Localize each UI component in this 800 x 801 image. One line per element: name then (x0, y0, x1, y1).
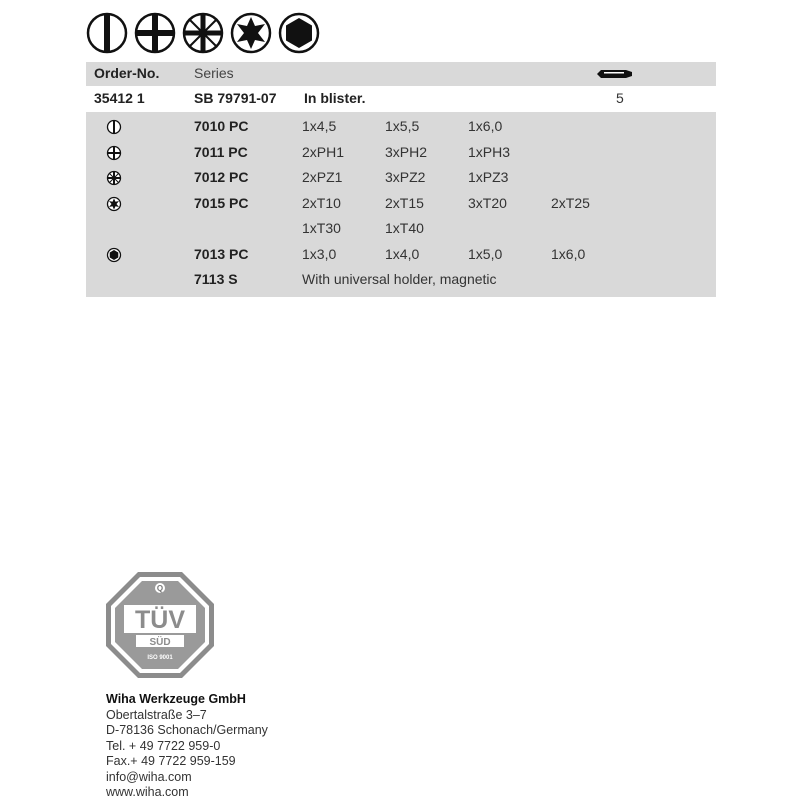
table-header (86, 62, 716, 86)
size-value: 3xT20 (468, 194, 507, 211)
size-value: 1xPZ3 (468, 169, 509, 185)
size-value: 1x3,0 (302, 245, 337, 262)
series-header: Series (194, 65, 234, 81)
company-name: Wiha Werkzeuge GmbH (106, 692, 246, 706)
hex-icon (106, 247, 122, 263)
quantity: 5 (616, 90, 624, 106)
series-code: 7010 PC (194, 118, 249, 134)
screwdriver-bit-icon (596, 67, 634, 81)
size-value: 1x4,5 (302, 118, 337, 134)
slotted-icon (86, 12, 128, 54)
series-number: SB 79791-07 (194, 90, 277, 106)
size-value: 1xT30 (302, 220, 341, 236)
table-row (86, 216, 716, 242)
blister-row (86, 86, 716, 112)
size-value: 2xT15 (385, 194, 424, 211)
phillips-icon (134, 12, 176, 54)
address-street: Obertalstraße 3–7 (106, 707, 207, 722)
address-city: D-78136 Schonach/Germany (106, 723, 268, 737)
table-row (86, 165, 716, 191)
series-code: 7015 PC (194, 194, 249, 211)
contents-list (86, 112, 716, 297)
size-value: 1x4,0 (385, 245, 420, 262)
drive-types-icon-row (86, 12, 320, 54)
size-value: 1x6,0 (468, 118, 503, 134)
logo-iso-text: ISO 9001 (147, 655, 173, 661)
size-value: 3xPH2 (385, 143, 428, 160)
table-row (86, 242, 716, 268)
size-value: 1xPH3 (468, 143, 511, 160)
hex-icon (278, 12, 320, 54)
series-code: 7011 PC (194, 143, 248, 160)
series-code: 7113 S (194, 271, 238, 287)
torx-icon (230, 12, 272, 54)
size-value: 3xPZ2 (385, 169, 426, 185)
website-url: www.wiha.com (106, 785, 189, 799)
logo-sud-text: SÜD (149, 637, 171, 648)
table-row (86, 191, 716, 217)
slotted-icon (106, 119, 122, 135)
size-value: 2xPH1 (302, 143, 345, 160)
logo-letter-q: Q (156, 584, 164, 593)
logo-tuv-text: TÜV (135, 606, 185, 634)
size-value: 2xT10 (302, 194, 341, 211)
pozidriv-icon (182, 12, 224, 54)
order-number: 35412 1 (94, 90, 145, 106)
pozidriv-icon (106, 170, 122, 186)
phillips-icon (106, 145, 122, 161)
series-code: 7012 PC (194, 169, 249, 185)
email-address: info@wiha.com (106, 769, 192, 784)
tuv-sud-certification-logo (104, 570, 216, 680)
company-address (106, 692, 268, 801)
torx-icon (106, 196, 122, 212)
size-value: 2xPZ1 (302, 169, 343, 185)
size-value: 2xT25 (551, 194, 590, 211)
size-value: 1xT40 (385, 220, 424, 236)
table-row (86, 267, 716, 293)
size-value: 1x6,0 (551, 245, 586, 262)
size-value: 1x5,5 (385, 118, 420, 134)
size-value: 1x5,0 (468, 245, 503, 262)
holder-description: With universal holder, magnetic (302, 271, 497, 287)
packaging-description: In blister. (304, 90, 366, 106)
product-table (86, 62, 716, 297)
phone-number: Tel. + 49 7722 959-0 (106, 738, 221, 753)
table-row (86, 114, 716, 140)
series-code: 7013 PC (194, 245, 249, 262)
table-row (86, 140, 716, 166)
order-no-header: Order-No. (94, 65, 160, 81)
fax-number: Fax.+ 49 7722 959-159 (106, 754, 236, 768)
